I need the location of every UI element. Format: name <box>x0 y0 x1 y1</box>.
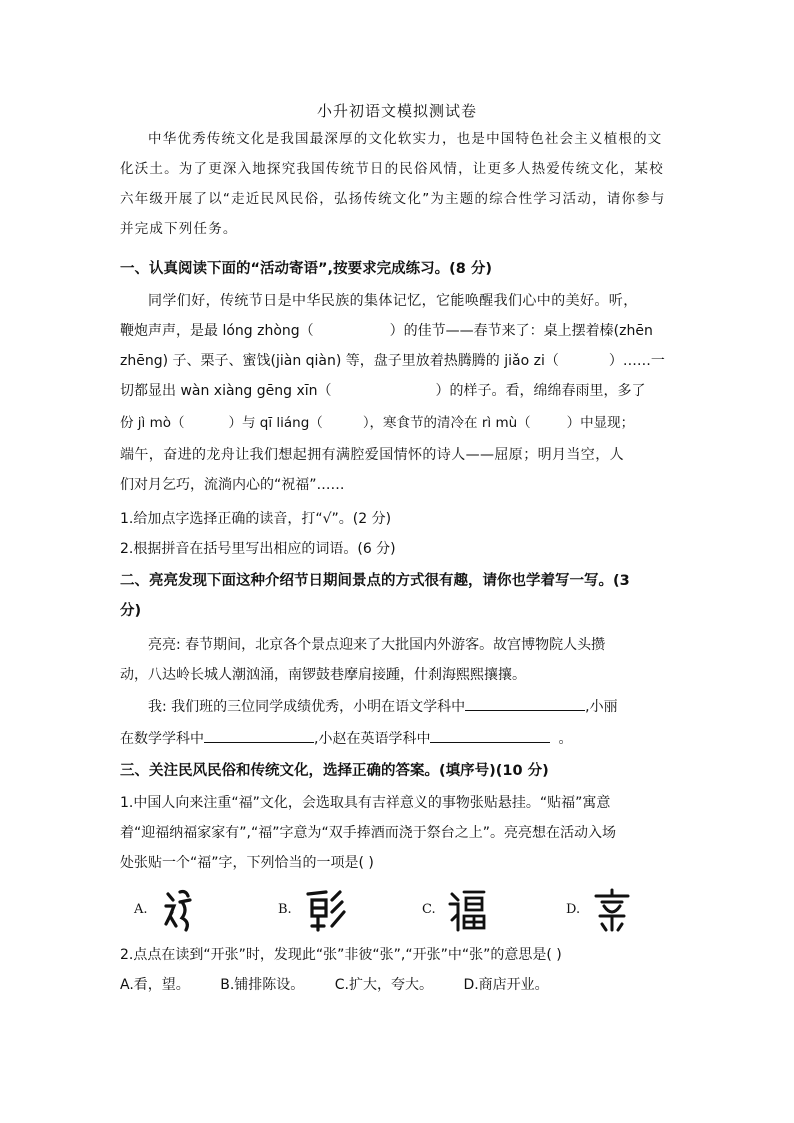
answer-line-2 <box>120 724 680 754</box>
section2-heading-line-1: 二、亮亮发现下面这种介绍节日期间景点的方式很有趣，请你也学着写一写。(3 <box>120 573 630 589</box>
passage-line-4a: 切都显出 wàn xiàng gēng xīn（ <box>120 383 332 399</box>
choice-b[interactable]: B.铺排陈设。 <box>220 977 305 993</box>
passage-line-4 <box>120 376 680 406</box>
passage-line-5c: ），寒食节的清冷在 rì mù（ <box>362 415 531 431</box>
fu-character-options <box>134 884 694 936</box>
section3-q1-line-2: 着“迎福纳福家家有”,“福”字意为“双手捧酒而浇于祭台之上”。亮亮想在活动入场 <box>120 825 616 841</box>
passage-line-5a: 份 jì mò（ <box>120 415 185 431</box>
passage-line-5d: ）中显现； <box>566 415 635 431</box>
passage-line-2a: 鞭炮声声，是最 lóng zhòng（ <box>120 323 314 339</box>
section3-q1-line-3: 处张贴一个“福”字，下列恰当的一项是( ) <box>120 855 374 871</box>
answer-line-2b: ,小赵在英语学科中 <box>314 731 431 747</box>
section1-question-2: 2.根据拼音在括号里写出相应的词语。(6 分) <box>120 541 396 557</box>
passage-line-3 <box>120 346 680 376</box>
answer-line-2c: 。 <box>558 731 573 747</box>
choice-c[interactable]: C.扩大，夸大。 <box>334 977 433 993</box>
answer-line-1 <box>120 692 680 722</box>
passage-line-1: 同学们好，传统节日是中华民族的集体记忆，它能唤醒我们心中的美好。听， <box>148 293 638 309</box>
section3-q2-line-1: 2.点点在读到“开张”时，发现此“张”非彼“张”,“开张”中“张”的意思是( ) <box>120 947 562 963</box>
option-d-label: D. <box>566 902 581 917</box>
fu-glyph-b-icon <box>304 886 348 934</box>
fu-glyph-d-icon <box>592 886 632 934</box>
answer-blank-xiaoli[interactable] <box>204 726 314 743</box>
passage-line-5 <box>120 408 680 438</box>
option-b-label: B. <box>278 902 292 917</box>
passage-line-2b: ）的佳节——春节来了：桌上摆着榛(zhēn <box>389 323 653 339</box>
passage-line-6: 端午，奋进的龙舟让我们想起拥有满腔爱国情怀的诗人——屈原；明月当空，人 <box>120 447 624 463</box>
passage-line-3b: ）……一 <box>608 353 665 369</box>
answer-line-1a: 我: 我们班的三位同学成绩优秀，小明在语文学科中 <box>148 699 466 715</box>
section3-heading: 三、关注民风民俗和传统文化，选择正确的答案。(填序号)(10 分) <box>120 763 549 779</box>
section3-q2-choices <box>120 970 680 1000</box>
section2-heading-line-2: 分) <box>120 603 142 619</box>
example-line-1: 亮亮: 春节期间，北京各个景点迎来了大批国内外游客。故宫博物院人头攒 <box>148 637 606 653</box>
passage-line-5b: ）与 qī liáng（ <box>228 415 323 431</box>
passage-line-2 <box>120 316 680 346</box>
option-c-label: C. <box>422 902 436 917</box>
passage-line-4b: ）的样子。看，绵绵春雨里，多了 <box>435 383 646 399</box>
choice-d[interactable]: D.商店开业。 <box>463 977 549 993</box>
passage-line-7: 们对月乞巧，流淌内心的“祝福”…… <box>120 477 345 493</box>
option-a-label: A. <box>134 902 148 917</box>
answer-blank-xiaozhao[interactable] <box>430 726 550 743</box>
answer-blank-xiaoming[interactable] <box>465 694 585 711</box>
example-line-2: 动，八达岭长城人潮汹涌，南锣鼓巷摩肩接踵，什刹海熙熙攘攘。 <box>120 667 526 683</box>
section1-heading: 一、认真阅读下面的“活动寄语”,按要求完成练习。(8 分) <box>120 261 492 277</box>
choice-a[interactable]: A.看，望。 <box>120 977 190 993</box>
passage-line-3a: zhēng) 子、栗子、蜜饯(jiàn qiàn) 等，盘子里放着热腾腾的 jiǎo zi（ <box>120 353 559 369</box>
intro-paragraph: 中华优秀传统文化是我国最深厚的文化软实力，也是中国特色社会主义植根的文化沃土。为了更深入地探究我国传统节日的民俗风情，让更多人热爱传统文化，某校六年级开展了以“走近民风民俗，弘扬传统文化”为主题的综合性学习活动，请你参与并完成下列任务。 <box>120 131 666 237</box>
section1-question-1: 1.给加点字选择正确的读音，打“√”。(2 分) <box>120 511 392 527</box>
fu-glyph-c-icon <box>448 886 488 934</box>
answer-line-2a: 在数学学科中 <box>120 731 204 747</box>
answer-line-1b: ,小丽 <box>585 699 618 715</box>
fu-glyph-a-icon <box>160 886 194 934</box>
section3-q1-line-1: 1.中国人向来注重“福”文化，会选取具有吉祥意义的事物张贴悬挂。“贴福”寓意 <box>120 795 611 811</box>
page-title: 小升初语文模拟测试卷 <box>316 102 477 120</box>
